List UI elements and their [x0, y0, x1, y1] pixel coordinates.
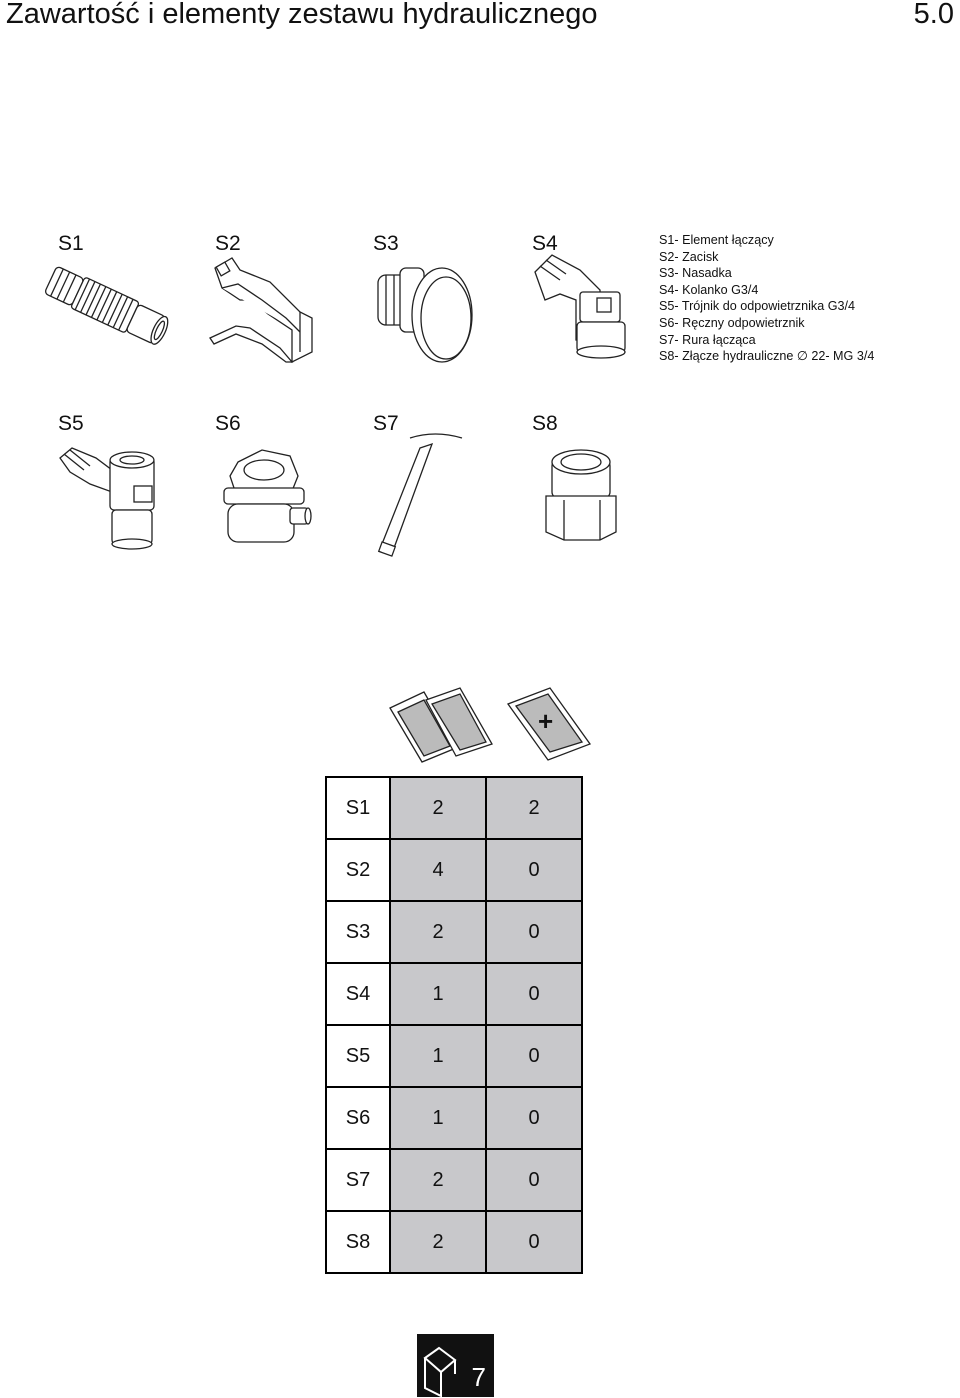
quantity-cell: 2 — [390, 777, 486, 839]
elbow-illustration — [535, 255, 625, 358]
table-row — [326, 901, 582, 963]
table-row — [326, 1211, 582, 1273]
legend-item: S3- Nasadka — [659, 266, 732, 281]
table-row — [326, 1149, 582, 1211]
clamp-illustration — [210, 258, 312, 362]
quantity-cell: 0 — [486, 839, 582, 901]
quantity-cell: 2 — [390, 901, 486, 963]
table-row — [326, 1087, 582, 1149]
part-code-cell: S7 — [326, 1149, 390, 1211]
part-label-s1: S1 — [58, 232, 84, 255]
part-code-cell: S8 — [326, 1211, 390, 1273]
plus-symbol: + — [538, 706, 554, 736]
part-code-cell: S4 — [326, 963, 390, 1025]
legend-item: S2- Zacisk — [659, 249, 719, 264]
legend-item: S1- Element łączący — [659, 233, 774, 247]
tee-illustration — [60, 448, 154, 549]
part-code-cell: S6 — [326, 1087, 390, 1149]
quantity-cell: 2 — [390, 1149, 486, 1211]
legend-item: S8- Złącze hydrauliczne ∅ 22- MG 3/4 — [659, 349, 875, 364]
legend-item: S5- Trójnik do odpowietrznika G3/4 — [659, 299, 856, 314]
quantity-cell: 1 — [390, 963, 486, 1025]
legend-item: S7- Rura łącząca — [659, 332, 756, 347]
table-row — [326, 839, 582, 901]
section-number: 5.0 — [913, 0, 954, 30]
quantity-cell: 2 — [390, 1211, 486, 1273]
part-label-s5: S5 — [58, 412, 84, 435]
quantity-cell: 2 — [486, 777, 582, 839]
quantity-cell: 0 — [486, 901, 582, 963]
part-label-s8: S8 — [532, 412, 558, 435]
quantity-cell: 1 — [390, 1025, 486, 1087]
installation-icon — [419, 1338, 463, 1398]
table-row — [326, 777, 582, 839]
cap-illustration — [378, 268, 472, 362]
part-code-cell: S5 — [326, 1025, 390, 1087]
quantity-cell: 0 — [486, 1211, 582, 1273]
part-label-s2: S2 — [215, 232, 241, 255]
fitting-illustration — [546, 450, 616, 540]
quantity-cell: 0 — [486, 963, 582, 1025]
part-label-s7: S7 — [373, 412, 399, 435]
kit-box-pair-icon — [390, 688, 492, 762]
table-row — [326, 963, 582, 1025]
table-row — [326, 1025, 582, 1087]
connector-illustration — [43, 264, 172, 348]
pipe-illustration — [379, 434, 462, 556]
quantity-cell: 4 — [390, 839, 486, 901]
page-title: Zawartość i elementy zestawu hydraulicznego — [6, 0, 598, 30]
part-code-cell: S1 — [326, 777, 390, 839]
quantity-cell: 0 — [486, 1087, 582, 1149]
legend-item: S4- Kolanko G3/4 — [659, 282, 759, 297]
page-number: 7 — [471, 1362, 486, 1392]
quantity-cell: 0 — [486, 1149, 582, 1211]
quantity-table — [325, 776, 583, 1274]
part-code-cell: S3 — [326, 901, 390, 963]
page-badge — [417, 1334, 494, 1397]
part-label-s3: S3 — [373, 232, 399, 255]
air-vent-illustration — [224, 450, 311, 542]
legend-item: S6- Ręczny odpowietrznik — [659, 315, 805, 330]
part-label-s4: S4 — [532, 232, 558, 255]
quantity-cell: 1 — [390, 1087, 486, 1149]
part-label-s6: S6 — [215, 412, 241, 435]
part-code-cell: S2 — [326, 839, 390, 901]
quantity-cell: 0 — [486, 1025, 582, 1087]
